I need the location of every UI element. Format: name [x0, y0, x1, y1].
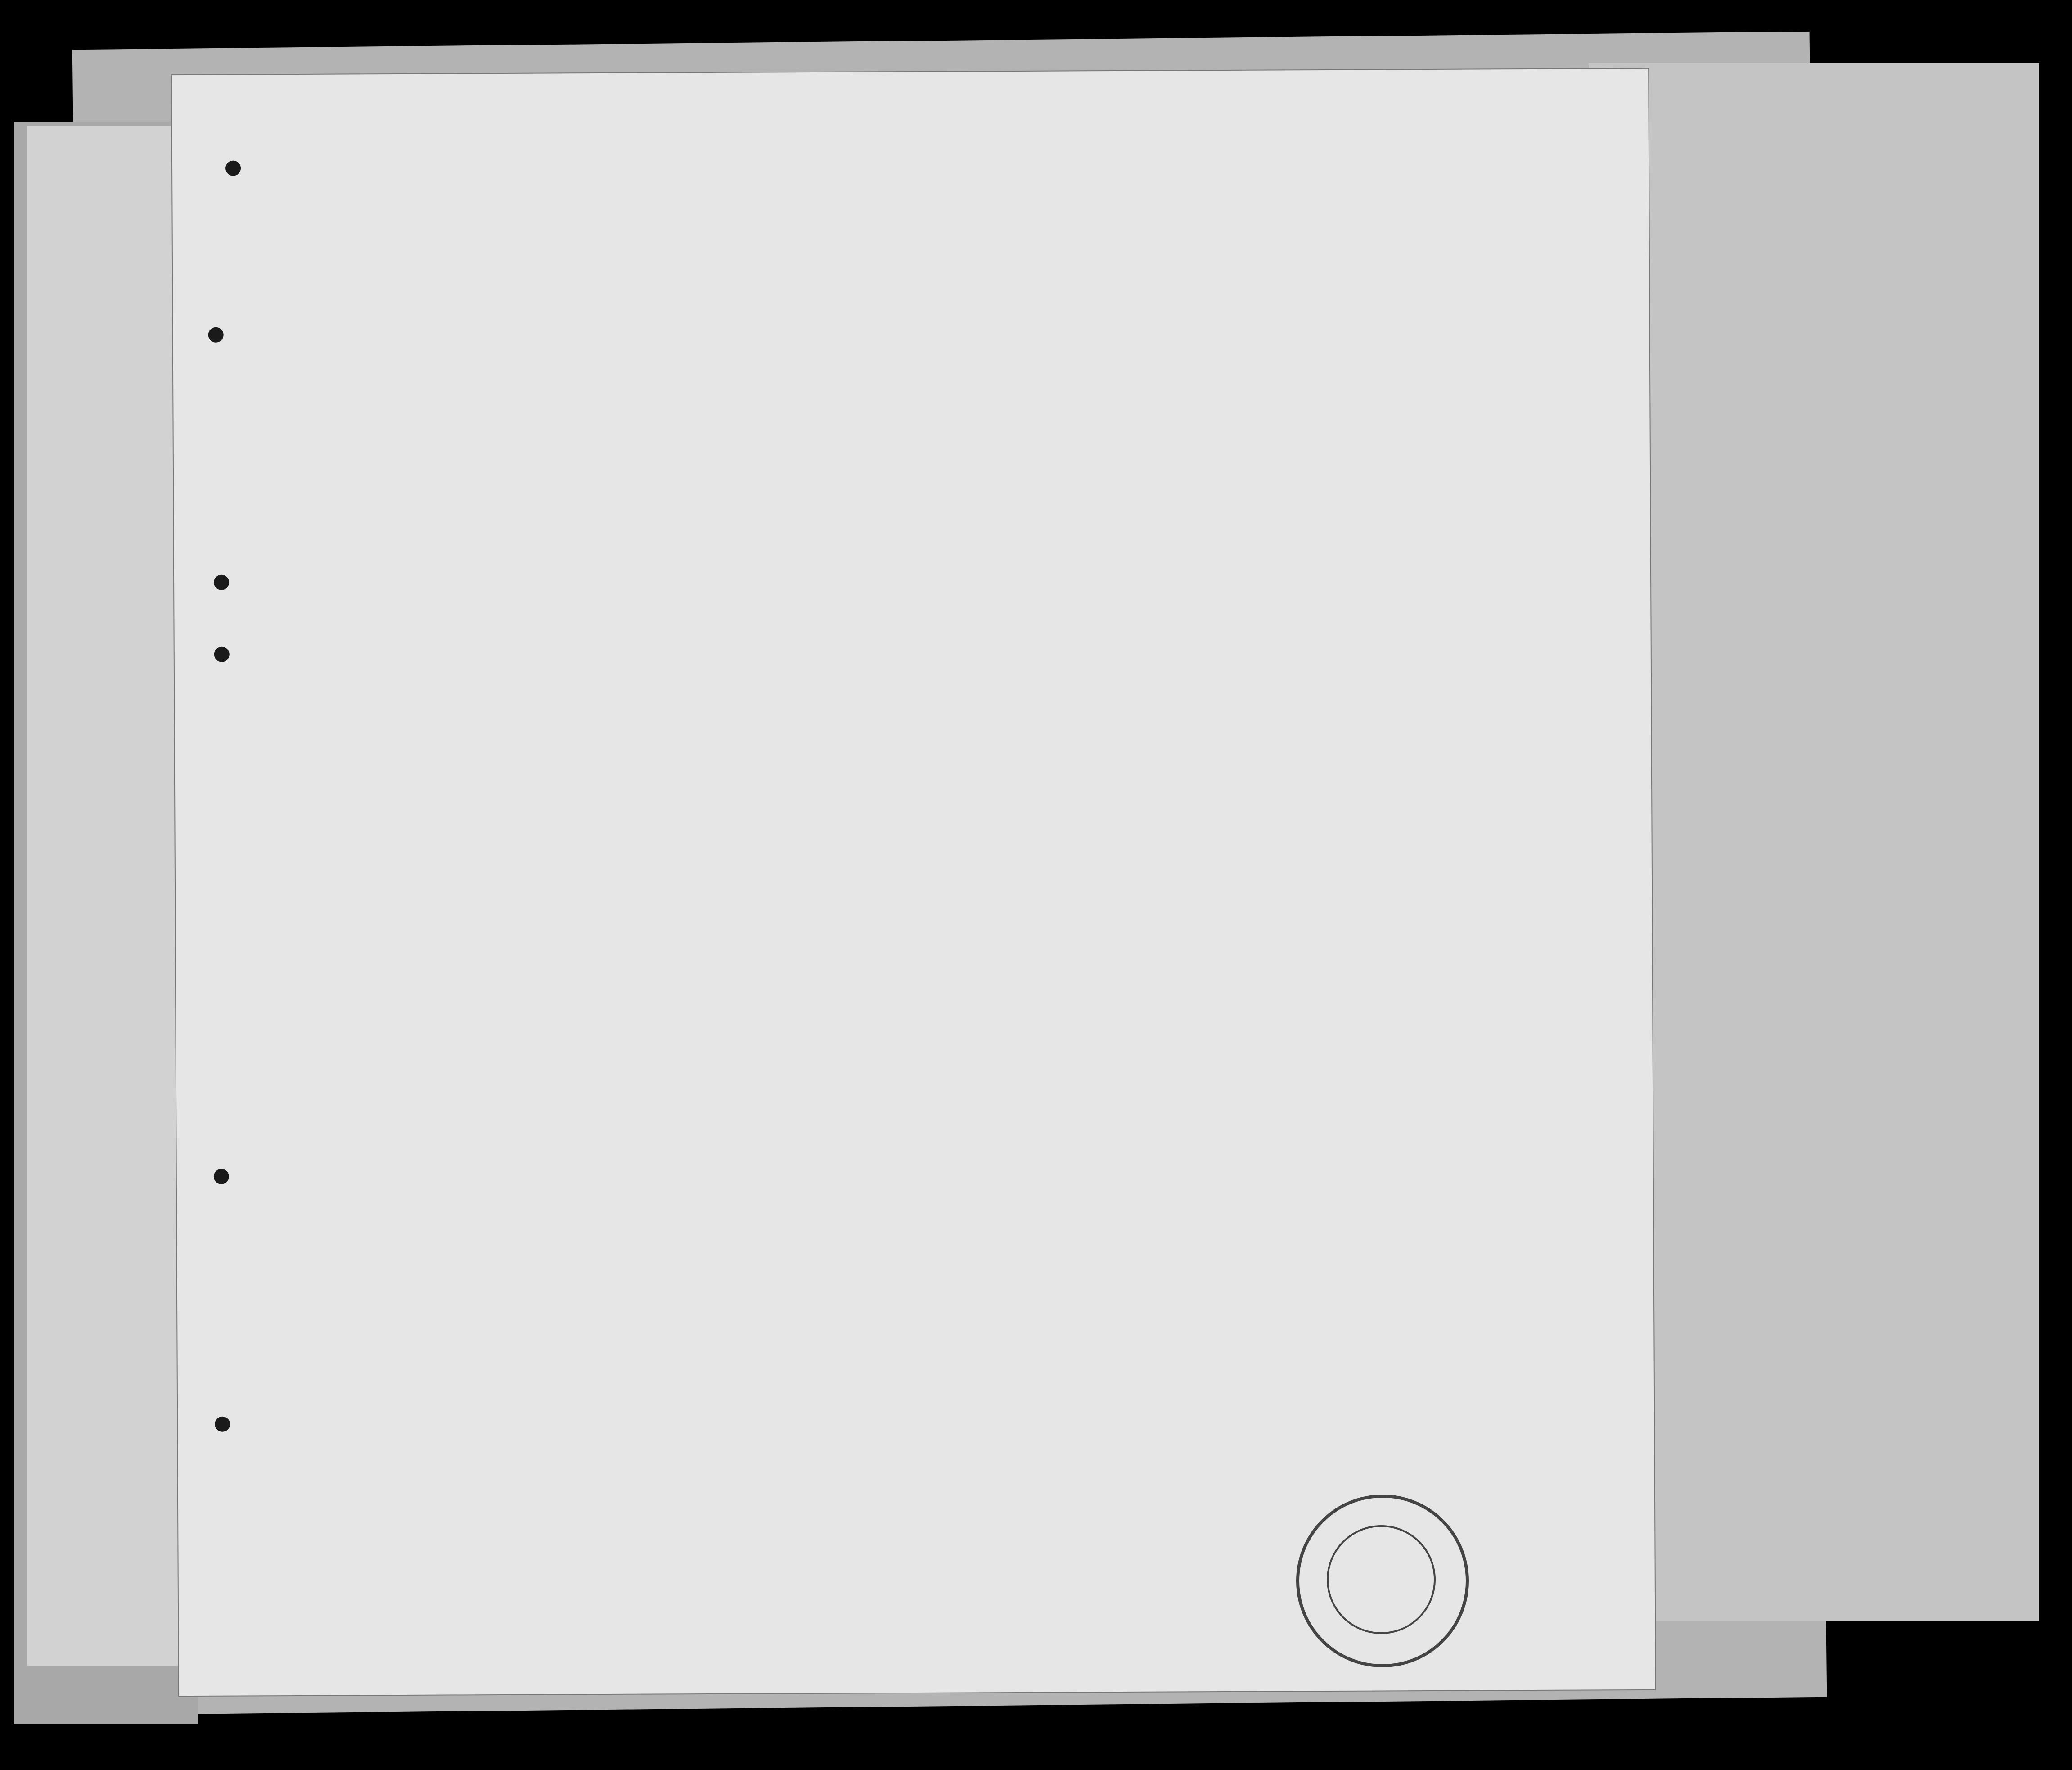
left-partial-sheet [27, 126, 198, 1666]
right-underlying-sheet [1589, 63, 2039, 1621]
punch-hole [214, 1169, 229, 1184]
punch-hole [215, 1417, 230, 1432]
punch-hole [208, 327, 224, 343]
punch-hole [225, 161, 241, 176]
manifest-sheet [172, 69, 1655, 1696]
punch-hole [214, 647, 230, 662]
punch-hole [214, 575, 229, 590]
left-header-ticket [95, 306, 117, 405]
office-stamp-inner [1327, 1525, 1436, 1634]
